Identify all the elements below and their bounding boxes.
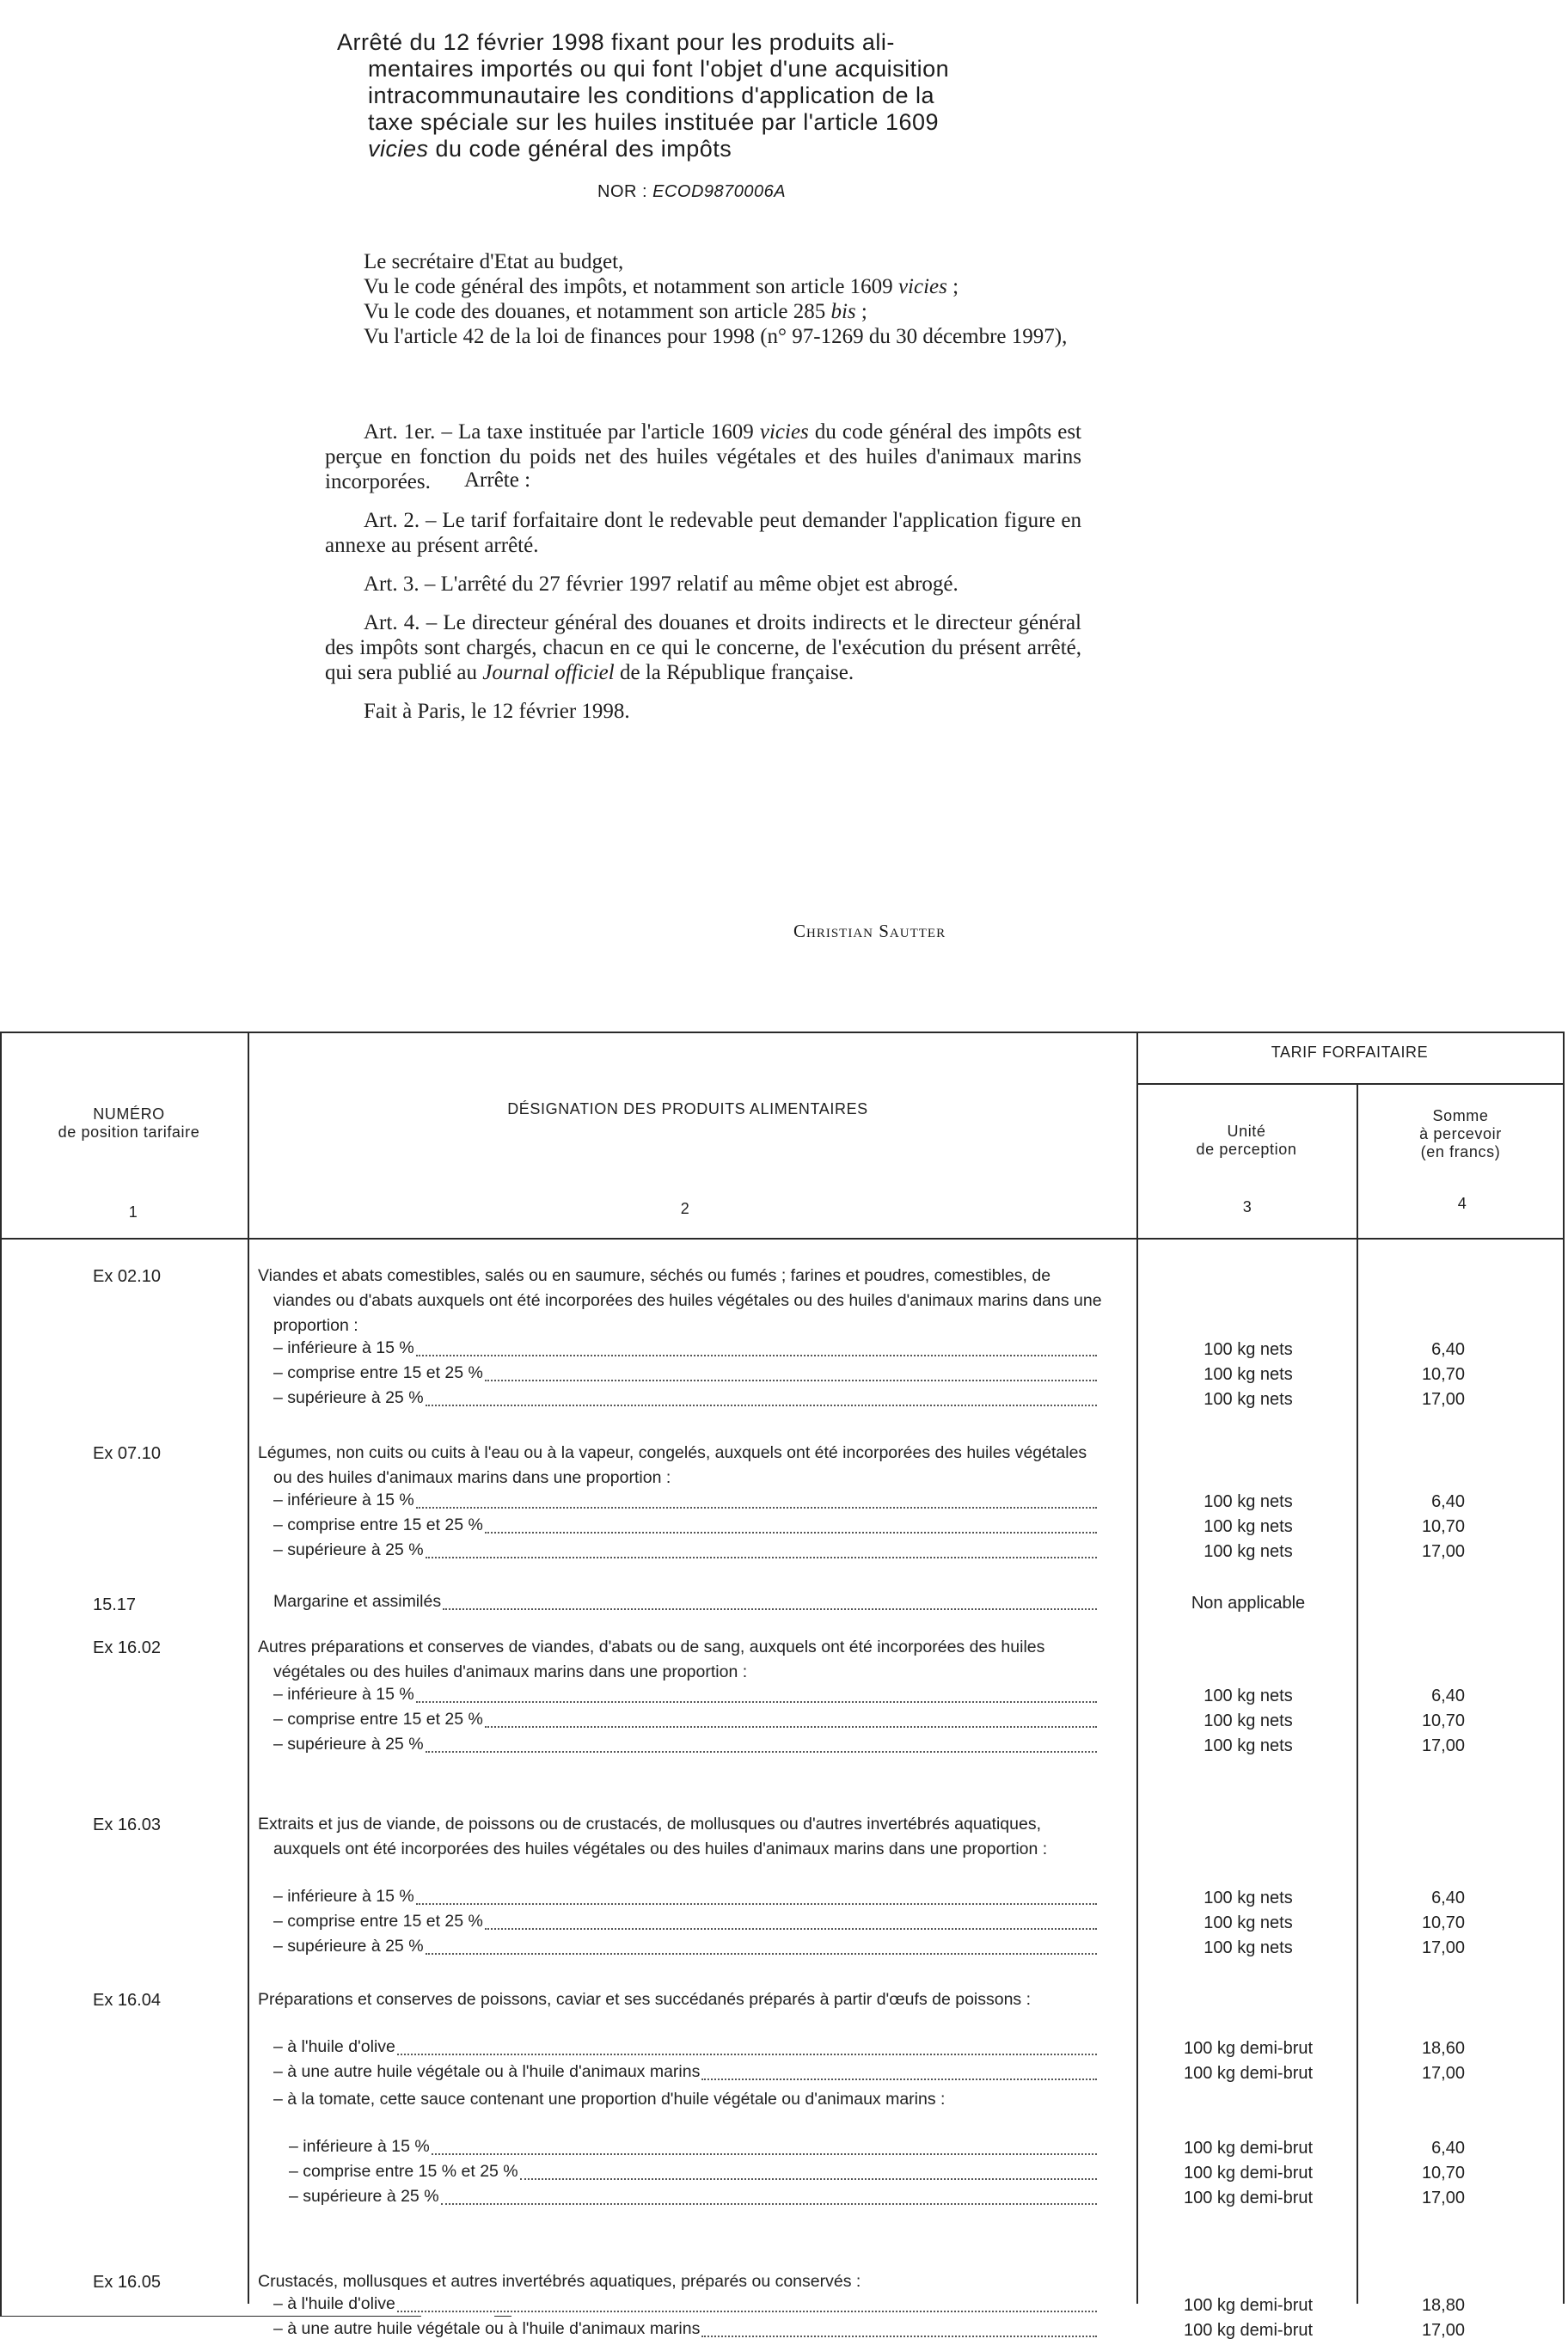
- dot-leader: [485, 1726, 1097, 1728]
- amount-cell: 10,70: [1421, 1365, 1465, 1384]
- amount-cell: 17,00: [1421, 2189, 1465, 2207]
- unit-cell: 100 kg nets: [1204, 1517, 1293, 1536]
- preamble-p4: Vu l'article 42 de la loi de finances pour 1998 (n° 97-1269 du 30 décembre 1997),: [364, 325, 1068, 348]
- dot-leader: [416, 1903, 1097, 1905]
- amount-cell: 18,80: [1421, 2296, 1465, 2315]
- list-item: [273, 1540, 1097, 1565]
- unit-cell: 100 kg nets: [1204, 1492, 1293, 1511]
- position-number: Ex 02.10: [93, 1267, 161, 1286]
- description-text: Légumes, non cuits ou cuits à l'eau ou à la vapeur, congelés, auxquels ont été incorporées des huiles végétales ou des huiles d'animaux marins dans une proportion :: [258, 1443, 1087, 1487]
- dot-leader: [441, 2203, 1097, 2205]
- col1-subtitle: de position tarifaire: [58, 1123, 200, 1141]
- dot-leader: [426, 1953, 1097, 1955]
- list-item: [273, 2294, 1097, 2319]
- description-text: Crustacés, mollusques et autres invertébrés aquatiques, préparés ou conservés :: [258, 2272, 861, 2291]
- product-description: [258, 2269, 1104, 2294]
- position-number: Ex 16.03: [93, 1815, 161, 1834]
- nor-reference: [597, 182, 786, 202]
- arrete-heading: Arrête :: [464, 468, 531, 492]
- list-item: [273, 2062, 1097, 2087]
- product-subdescription: [273, 2087, 1104, 2112]
- col-divider-2: [1136, 1032, 1138, 2304]
- amount-cell: 17,00: [1421, 1390, 1465, 1409]
- item-label: – à l'huile d'olive: [273, 2037, 395, 2056]
- unit-cell: 100 kg nets: [1204, 1390, 1293, 1409]
- amount-cell: 6,40: [1431, 1340, 1465, 1359]
- unit-cell: 100 kg nets: [1204, 1365, 1293, 1384]
- nor-code: ECOD9870006A: [652, 182, 787, 201]
- description-text: Préparations et conserves de poissons, caviar et ses succédanés préparés à partir d'œufs de poissons :: [258, 1990, 1032, 2009]
- fait-a-paris: Fait à Paris, le 12 février 1998.: [364, 700, 630, 723]
- amount-cell: 18,60: [1421, 2039, 1465, 2058]
- preamble-p2: [325, 274, 1081, 299]
- item-label: – comprise entre 15 et 25 %: [273, 1515, 483, 1534]
- item-label: – inférieure à 15 %: [273, 1491, 414, 1509]
- unit-cell: Non applicable: [1191, 1594, 1306, 1613]
- amount-cell: 6,40: [1431, 1889, 1465, 1907]
- item-label: – inférieure à 15 %: [289, 2137, 430, 2156]
- item-label: – inférieure à 15 %: [273, 1338, 414, 1357]
- unit-cell: 100 kg nets: [1204, 1711, 1293, 1730]
- article-1: [325, 419, 1081, 494]
- item-label: – supérieure à 25 %: [289, 2187, 439, 2206]
- dot-leader: [416, 1355, 1097, 1356]
- decree-body: [325, 249, 1081, 724]
- col4-number: 4: [1457, 1195, 1467, 1212]
- description-text: Viandes et abats comestibles, salés ou en saumure, séchés ou fumés ; farines et poudres, comestibles, de viandes ou d'abats auxquels ont été incorporées des huiles végétales ou des huiles d'animaux marins dans une proportion :: [258, 1266, 1102, 1335]
- title-line-rest: du code général des impôts: [428, 136, 732, 162]
- product-description: [258, 1987, 1104, 2012]
- item-label: – inférieure à 15 %: [273, 1887, 414, 1906]
- amount-cell: 17,00: [1421, 1542, 1465, 1561]
- preamble-p3-italic: bis: [830, 300, 856, 323]
- table-left-border: [0, 1032, 2, 2316]
- article-4-italic: Journal officiel: [482, 661, 615, 684]
- nor-label: NOR :: [597, 182, 653, 201]
- tarif-header: TARIF FORFAITAIRE: [1271, 1044, 1429, 1061]
- table-top-rule: [0, 1032, 1565, 1033]
- title-line: [337, 136, 1090, 162]
- list-item: [273, 1363, 1097, 1388]
- preamble-p1: Le secrétaire d'Etat au budget,: [364, 250, 624, 273]
- dot-leader: [416, 1701, 1097, 1703]
- preamble-p2-italic: vicies: [897, 275, 947, 298]
- dot-leader: [485, 1928, 1097, 1930]
- article-1-italic: vicies: [759, 420, 809, 444]
- article-2: Art. 2. – Le tarif forfaitaire dont le redevable peut demander l'application figure en annexe au présent arrêté.: [325, 509, 1081, 557]
- col2-header: DÉSIGNATION DES PRODUITS ALIMENTAIRES: [507, 1100, 868, 1117]
- unit-cell: 100 kg demi-brut: [1183, 2064, 1314, 2083]
- tarif-subheader-rule: [1136, 1083, 1565, 1085]
- item-label: – supérieure à 25 %: [273, 1937, 424, 1956]
- dot-leader: [432, 2153, 1097, 2155]
- table-header-rule: [0, 1238, 1565, 1240]
- preamble-p2-end: ;: [946, 275, 959, 298]
- list-item: [273, 1710, 1097, 1735]
- article-4: [325, 610, 1081, 685]
- dot-leader: [701, 2336, 1097, 2337]
- list-item: [289, 2137, 1097, 2162]
- dot-leader: [416, 1507, 1097, 1509]
- list-item: [273, 1912, 1097, 1937]
- list-item: [273, 2319, 1097, 2344]
- unit-cell: 100 kg demi-brut: [1183, 2321, 1314, 2340]
- list-item: [273, 2037, 1097, 2062]
- amount-cell: 17,00: [1421, 2321, 1465, 2340]
- article-3: Art. 3. – L'arrêté du 27 février 1997 relatif au même objet est abrogé.: [364, 572, 959, 596]
- decree-title: [337, 29, 1090, 162]
- item-label: – inférieure à 15 %: [273, 1685, 414, 1704]
- preamble-p3-end: ;: [855, 300, 867, 323]
- dot-leader: [485, 1380, 1097, 1381]
- item-label: – comprise entre 15 et 25 %: [273, 1363, 483, 1382]
- item-label: – comprise entre 15 et 25 %: [273, 1912, 483, 1931]
- position-number: Ex 16.05: [93, 2273, 161, 2292]
- item-label: – à une autre huile végétale ou à l'huile d'animaux marins: [273, 2062, 701, 2081]
- item-label: – à l'huile d'olive: [273, 2294, 395, 2313]
- item-label: – à une autre huile végétale ou à l'huile d'animaux marins: [273, 2319, 701, 2338]
- col2-number: 2: [680, 1200, 690, 1217]
- amount-cell: 17,00: [1421, 1938, 1465, 1957]
- item-label: – comprise entre 15 et 25 %: [273, 1710, 483, 1729]
- tariff-table: [0, 1021, 1568, 2351]
- dot-leader: [443, 1608, 1097, 1610]
- unit-cell: 100 kg nets: [1204, 1913, 1293, 1932]
- col1-title: NUMÉRO: [93, 1105, 165, 1123]
- unit-cell: 100 kg demi-brut: [1183, 2296, 1314, 2315]
- list-item: [273, 1388, 1097, 1413]
- product-description: [258, 1441, 1104, 1491]
- list-item: [289, 2162, 1097, 2187]
- amount-cell: 10,70: [1421, 1711, 1465, 1730]
- article-4-text: Art. 4. – Le directeur général des douanes et droits indirects et le directeur général des impôts sont chargés, chacun en ce qui le concerne, de l'exécution du présent arrêté, qui sera publié au: [325, 611, 1081, 684]
- amount-cell: 6,40: [1431, 1492, 1465, 1511]
- list-item: [273, 1937, 1097, 1962]
- amount-cell: 6,40: [1431, 1687, 1465, 1705]
- item-label: – comprise entre 15 % et 25 %: [289, 2162, 518, 2181]
- col4-line2: à percevoir: [1419, 1125, 1502, 1142]
- list-item: [273, 1887, 1097, 1912]
- position-number: Ex 16.04: [93, 1991, 161, 2010]
- list-item: [289, 2187, 1097, 2212]
- item-label: – supérieure à 25 %: [273, 1735, 424, 1754]
- signature: Christian Sautter: [793, 921, 946, 941]
- article-1-text: Art. 1er. – La taxe instituée par l'article 1609: [364, 420, 760, 444]
- dot-leader: [397, 2311, 1097, 2312]
- list-item: [273, 1515, 1097, 1540]
- preamble-p3-text: Vu le code des douanes, et notamment son article 285: [364, 300, 831, 323]
- col3-header: [1136, 1123, 1357, 1159]
- product-description: [258, 1264, 1104, 1338]
- amount-cell: 17,00: [1421, 2064, 1465, 2083]
- unit-cell: 100 kg nets: [1204, 1542, 1293, 1561]
- unit-cell: 100 kg demi-brut: [1183, 2189, 1314, 2207]
- amount-cell: 10,70: [1421, 1913, 1465, 1932]
- item-label: – supérieure à 25 %: [273, 1388, 424, 1407]
- dot-leader: [397, 2054, 1097, 2055]
- unit-cell: 100 kg demi-brut: [1183, 2039, 1314, 2058]
- col3-line1: Unité: [1227, 1123, 1266, 1140]
- description-text: Autres préparations et conserves de viandes, d'abats ou de sang, auxquels ont été incorporées des huiles végétales ou des huiles d'animaux marins dans une proportion :: [258, 1638, 1045, 1681]
- position-number: 15.17: [93, 1595, 137, 1614]
- title-line: intracommunautaire les conditions d'application de la: [368, 83, 935, 108]
- article-1-rest: du code général des impôts est perçue en fonction du poids net des huiles végétales et des huiles d'animaux marins incorporées.: [325, 420, 1081, 493]
- amount-cell: 10,70: [1421, 2164, 1465, 2183]
- dot-leader: [701, 2079, 1097, 2080]
- title-italic: vicies: [368, 136, 429, 162]
- unit-cell: 100 kg demi-brut: [1183, 2139, 1314, 2158]
- unit-cell: 100 kg nets: [1204, 1340, 1293, 1359]
- position-number: Ex 16.02: [93, 1638, 161, 1657]
- title-line: Arrêté du 12 février 1998 fixant pour les produits ali-: [337, 29, 895, 55]
- col3-number: 3: [1242, 1198, 1253, 1215]
- list-item: [273, 1491, 1097, 1515]
- dot-leader: [520, 2178, 1097, 2180]
- unit-cell: 100 kg nets: [1204, 1889, 1293, 1907]
- col4-header: [1358, 1107, 1563, 1161]
- col4-line3: (en francs): [1420, 1143, 1501, 1160]
- amount-cell: 10,70: [1421, 1517, 1465, 1536]
- subdescription-text: – à la tomate, cette sauce contenant une proportion d'huile végétale ou d'animaux marins :: [273, 2090, 946, 2109]
- list-item: [273, 1685, 1097, 1710]
- product-description: [258, 1635, 1104, 1685]
- preamble-p3: [325, 299, 1081, 324]
- dot-leader: [426, 1557, 1097, 1558]
- item-label: – supérieure à 25 %: [273, 1540, 424, 1559]
- col4-line1: Somme: [1432, 1107, 1489, 1124]
- product-description: [258, 1812, 1104, 1862]
- unit-cell: 100 kg nets: [1204, 1736, 1293, 1755]
- amount-cell: 17,00: [1421, 1736, 1465, 1755]
- list-item: [273, 1592, 1097, 1617]
- title-line: mentaires importés ou qui font l'objet d'une acquisition: [368, 56, 950, 82]
- dot-leader: [426, 1405, 1097, 1406]
- position-number: Ex 07.10: [93, 1444, 161, 1463]
- col1-header: [17, 1105, 241, 1142]
- unit-cell: 100 kg nets: [1204, 1687, 1293, 1705]
- item-label: Margarine et assimilés: [273, 1592, 442, 1611]
- description-text: Extraits et jus de viande, de poissons ou de crustacés, de mollusques ou d'autres invertébrés aquatiques, auxquels ont été incorporées des huiles végétales ou des huiles d'animaux marins dans une proportion :: [258, 1815, 1048, 1858]
- dot-leader: [485, 1532, 1097, 1534]
- list-item: [273, 1735, 1097, 1760]
- col3-line2: de perception: [1196, 1141, 1297, 1158]
- amount-cell: 6,40: [1431, 2139, 1465, 2158]
- col-divider-1: [248, 1032, 249, 2304]
- list-item: [273, 1338, 1097, 1363]
- table-right-border: [1563, 1032, 1565, 2304]
- dot-leader: [426, 1751, 1097, 1753]
- unit-cell: 100 kg nets: [1204, 1938, 1293, 1957]
- article-4-rest: de la République française.: [614, 661, 854, 684]
- preamble-p2-text: Vu le code général des impôts, et notamment son article 1609: [364, 275, 898, 298]
- title-line: taxe spéciale sur les huiles instituée par l'article 1609: [368, 109, 940, 135]
- col1-number: 1: [128, 1203, 138, 1221]
- unit-cell: 100 kg demi-brut: [1183, 2164, 1314, 2183]
